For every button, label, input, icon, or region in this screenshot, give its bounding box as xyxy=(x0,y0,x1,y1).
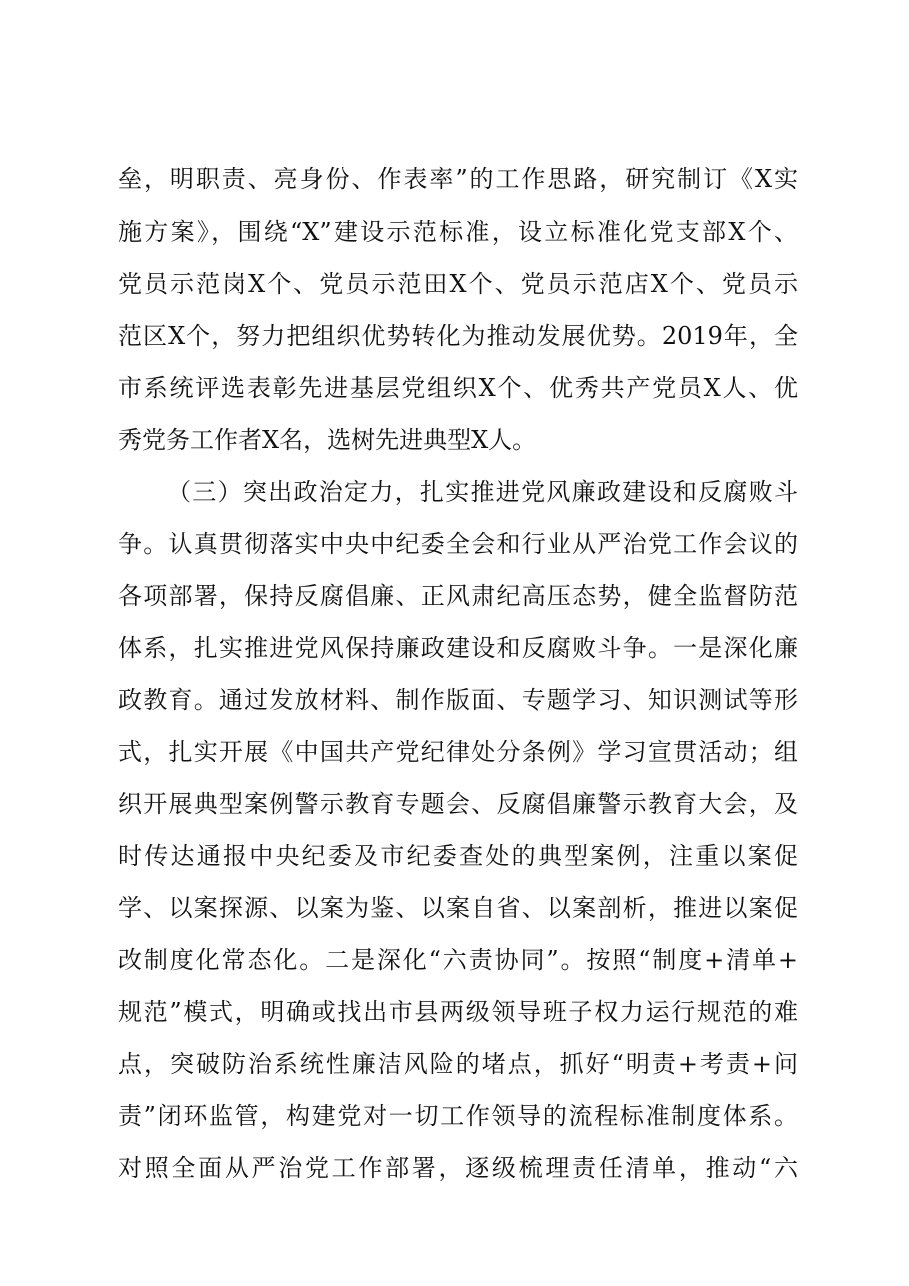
paragraph-line: 体系，扎实推进党风保持廉政建设和反腐败斗争。一是深化廉 xyxy=(118,634,798,662)
paragraph-line: 责”闭环监管，构建党对一切工作领导的流程标准制度体系。 xyxy=(118,1102,798,1130)
paragraph-line: 式，扎实开展《中国共产党纪律处分条例》学习宣贯活动；组 xyxy=(118,738,798,766)
paragraph-line: 范区X个，努力把组织优势转化为推动发展优势。2019年，全 xyxy=(118,322,798,350)
paragraph-line: 点，突破防治系统性廉洁风险的堵点，抓好“明责+考责+问 xyxy=(118,1050,798,1078)
paragraph-line: 秀党务工作者X名，选树先进典型X人。 xyxy=(118,426,537,454)
paragraph-line: 争。认真贯彻落实中央中纪委全会和行业从严治党工作会议的 xyxy=(118,530,798,558)
paragraph-line: 时传达通报中央纪委及市纪委查处的典型案例，注重以案促 xyxy=(118,842,798,870)
paragraph-line: 对照全面从严治党工作部署，逐级梳理责任清单，推动“六 xyxy=(118,1154,798,1182)
paragraph-line: 市系统评选表彰先进基层党组织X个、优秀共产党员X人、优 xyxy=(118,374,798,402)
paragraph-line: 学、以案探源、以案为鉴、以案自省、以案剖析，推进以案促 xyxy=(118,894,798,922)
paragraph-line: 织开展典型案例警示教育专题会、反腐倡廉警示教育大会，及 xyxy=(118,790,798,818)
paragraph-line: 改制度化常态化。二是深化“六责协同”。按照“制度+清单+ xyxy=(118,946,798,974)
paragraph-line: 各项部署，保持反腐倡廉、正风肃纪高压态势，健全监督防范 xyxy=(118,582,798,610)
paragraph-line: 党员示范岗X个、党员示范田X个、党员示范店X个、党员示 xyxy=(118,270,798,298)
paragraph-line: 政教育。通过发放材料、制作版面、专题学习、知识测试等形 xyxy=(118,686,798,714)
paragraph-line: 垒，明职责、亮身份、作表率”的工作思路，研究制订《X实 xyxy=(118,165,798,193)
section-heading-line: （三）突出政治定力，扎实推进党风廉政建设和反腐败斗 xyxy=(167,478,798,506)
paragraph-line: 施方案》，围绕“X”建设示范标准，设立标准化党支部X个、 xyxy=(118,218,798,246)
paragraph-line: 规范”模式，明确或找出市县两级领导班子权力运行规范的难 xyxy=(118,998,798,1026)
